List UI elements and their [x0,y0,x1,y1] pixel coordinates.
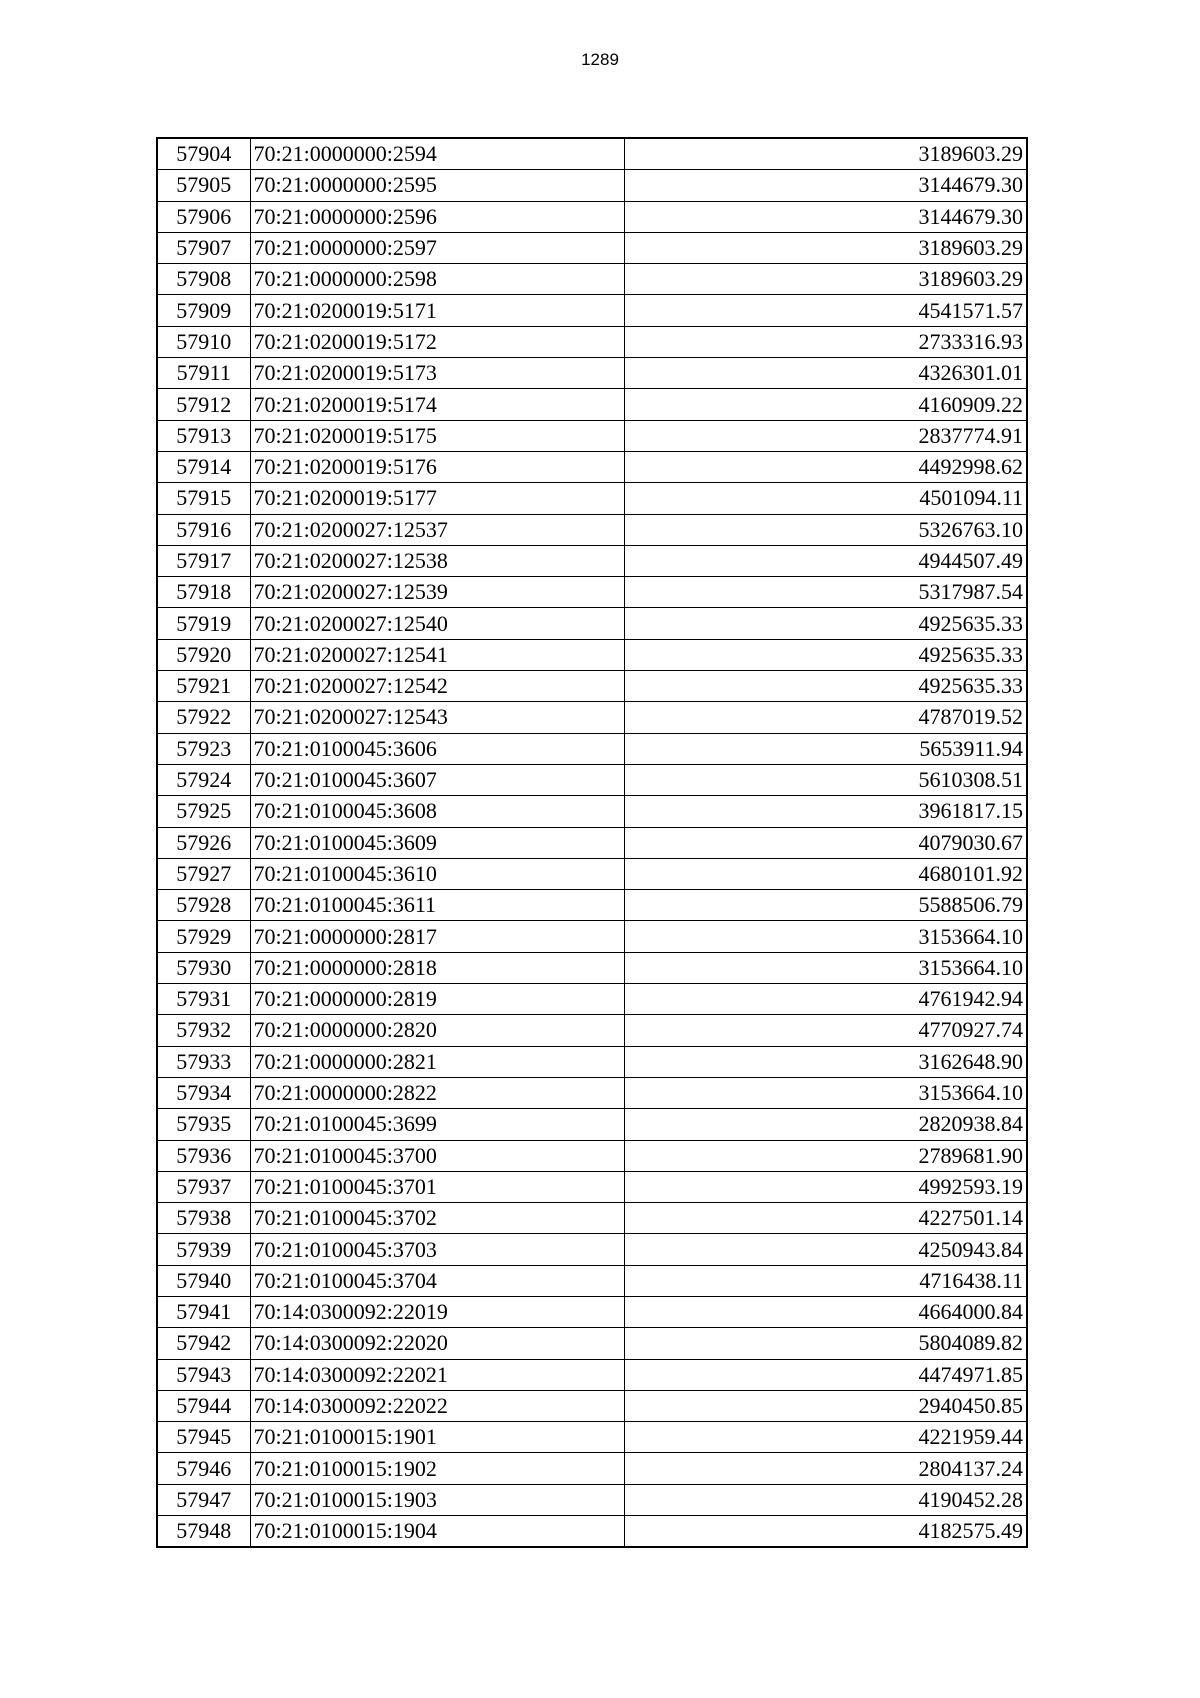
cadastral-number-cell: 70:21:0000000:2822 [250,1077,624,1108]
table-row [157,201,1027,232]
table-row [157,170,1027,201]
cadastral-value-cell: 4664000.84 [624,1296,1027,1327]
cadastral-number-cell: 70:14:0300092:22020 [250,1328,624,1359]
cadastral-value-cell: 5804089.82 [624,1328,1027,1359]
cadastral-number-cell: 70:21:0100045:3610 [250,858,624,889]
row-number-cell: 57927 [157,858,250,889]
row-number-cell: 57909 [157,295,250,326]
row-number-cell: 57935 [157,1109,250,1140]
table-row [157,858,1027,889]
cadastral-number-cell: 70:21:0200019:5171 [250,295,624,326]
cadastral-number-cell: 70:21:0000000:2818 [250,952,624,983]
cadastral-number-cell: 70:14:0300092:22019 [250,1296,624,1327]
cadastral-number-cell: 70:21:0000000:2820 [250,1015,624,1046]
cadastral-value-cell: 5588506.79 [624,890,1027,921]
table-row [157,764,1027,795]
cadastral-number-cell: 70:21:0100015:1904 [250,1516,624,1548]
table-row [157,1203,1027,1234]
table-row [157,1077,1027,1108]
row-number-cell: 57932 [157,1015,250,1046]
cadastral-value-cell: 4492998.62 [624,451,1027,482]
table-row [157,326,1027,357]
table-row [157,420,1027,451]
table-row [157,545,1027,576]
cadastral-number-cell: 70:21:0100045:3701 [250,1171,624,1202]
cadastral-value-cell: 3189603.29 [624,264,1027,295]
row-number-cell: 57945 [157,1422,250,1453]
table-row [157,295,1027,326]
cadastral-value-cell: 4474971.85 [624,1359,1027,1390]
table-row [157,1390,1027,1421]
cadastral-value-cell: 4227501.14 [624,1203,1027,1234]
cadastral-value-cell: 4250943.84 [624,1234,1027,1265]
row-number-cell: 57907 [157,232,250,263]
cadastral-value-cell: 3153664.10 [624,1077,1027,1108]
cadastral-number-cell: 70:21:0000000:2598 [250,264,624,295]
cadastral-value-cell: 4680101.92 [624,858,1027,889]
cadastral-number-cell: 70:21:0000000:2595 [250,170,624,201]
cadastral-number-cell: 70:14:0300092:22022 [250,1390,624,1421]
row-number-cell: 57925 [157,796,250,827]
cadastral-number-cell: 70:21:0200027:12541 [250,639,624,670]
cadastral-number-cell: 70:21:0200019:5172 [250,326,624,357]
cadastral-value-cell: 4160909.22 [624,389,1027,420]
table-row [157,1109,1027,1140]
table-row [157,702,1027,733]
cadastral-value-cell: 3162648.90 [624,1046,1027,1077]
cadastral-number-cell: 70:21:0200019:5174 [250,389,624,420]
table-row [157,921,1027,952]
cadastral-value-cell: 2789681.90 [624,1140,1027,1171]
cadastral-value-cell: 4716438.11 [624,1265,1027,1296]
cadastral-number-cell: 70:21:0000000:2594 [250,138,624,170]
row-number-cell: 57924 [157,764,250,795]
table-row [157,1140,1027,1171]
cadastral-value-cell: 3153664.10 [624,952,1027,983]
row-number-cell: 57930 [157,952,250,983]
row-number-cell: 57921 [157,671,250,702]
cadastral-number-cell: 70:21:0100045:3606 [250,733,624,764]
table-body [157,138,1027,1547]
cadastral-value-cell: 4787019.52 [624,702,1027,733]
table-row [157,827,1027,858]
page-number: 1289 [581,50,619,69]
cadastral-number-cell: 70:21:0100015:1903 [250,1484,624,1515]
table-row [157,451,1027,482]
table-row [157,1265,1027,1296]
cadastral-number-cell: 70:21:0100045:3607 [250,764,624,795]
cadastral-number-cell: 70:21:0200027:12538 [250,545,624,576]
table-row [157,1171,1027,1202]
row-number-cell: 57911 [157,358,250,389]
cadastral-value-cell: 4770927.74 [624,1015,1027,1046]
row-number-cell: 57941 [157,1296,250,1327]
table-row [157,1422,1027,1453]
cadastral-value-cell: 5317987.54 [624,577,1027,608]
row-number-cell: 57943 [157,1359,250,1390]
row-number-cell: 57905 [157,170,250,201]
table-row [157,358,1027,389]
row-number-cell: 57912 [157,389,250,420]
cadastral-number-cell: 70:21:0200019:5175 [250,420,624,451]
cadastral-value-cell: 5326763.10 [624,514,1027,545]
cadastral-number-cell: 70:21:0000000:2817 [250,921,624,952]
cadastral-number-cell: 70:21:0100045:3700 [250,1140,624,1171]
table-row [157,733,1027,764]
cadastral-value-cell: 2940450.85 [624,1390,1027,1421]
row-number-cell: 57913 [157,420,250,451]
table-row [157,1484,1027,1515]
cadastral-value-cell: 3153664.10 [624,921,1027,952]
row-number-cell: 57920 [157,639,250,670]
cadastral-number-cell: 70:21:0100045:3704 [250,1265,624,1296]
row-number-cell: 57942 [157,1328,250,1359]
table-row [157,1516,1027,1548]
cadastral-value-cell: 4221959.44 [624,1422,1027,1453]
row-number-cell: 57904 [157,138,250,170]
row-number-cell: 57919 [157,608,250,639]
row-number-cell: 57948 [157,1516,250,1548]
row-number-cell: 57926 [157,827,250,858]
cadastral-value-cell: 3144679.30 [624,170,1027,201]
row-number-cell: 57934 [157,1077,250,1108]
table-row [157,1234,1027,1265]
cadastral-number-cell: 70:21:0200027:12539 [250,577,624,608]
table-row [157,389,1027,420]
row-number-cell: 57936 [157,1140,250,1171]
cadastral-value-cell: 4925635.33 [624,639,1027,670]
row-number-cell: 57906 [157,201,250,232]
table-row [157,984,1027,1015]
cadastral-value-cell: 2804137.24 [624,1453,1027,1484]
cadastral-number-cell: 70:21:0100045:3702 [250,1203,624,1234]
cadastral-number-cell: 70:21:0200019:5173 [250,358,624,389]
row-number-cell: 57929 [157,921,250,952]
row-number-cell: 57916 [157,514,250,545]
cadastral-number-cell: 70:21:0200027:12540 [250,608,624,639]
table-row [157,232,1027,263]
row-number-cell: 57933 [157,1046,250,1077]
table-row [157,483,1027,514]
row-number-cell: 57915 [157,483,250,514]
table-row [157,1296,1027,1327]
cadastral-value-cell: 3144679.30 [624,201,1027,232]
table-row [157,1015,1027,1046]
row-number-cell: 57918 [157,577,250,608]
row-number-cell: 57931 [157,984,250,1015]
table-row [157,577,1027,608]
cadastral-value-cell: 5610308.51 [624,764,1027,795]
cadastral-number-cell: 70:21:0000000:2596 [250,201,624,232]
cadastral-number-cell: 70:21:0200027:12542 [250,671,624,702]
row-number-cell: 57938 [157,1203,250,1234]
cadastral-number-cell: 70:21:0200019:5176 [250,451,624,482]
cadastral-number-cell: 70:21:0000000:2819 [250,984,624,1015]
cadastral-number-cell: 70:21:0000000:2821 [250,1046,624,1077]
cadastral-value-cell: 4541571.57 [624,295,1027,326]
cadastral-value-cell: 2837774.91 [624,420,1027,451]
table-row [157,639,1027,670]
cadastral-value-cell: 4925635.33 [624,608,1027,639]
table-row [157,1328,1027,1359]
table-row [157,1046,1027,1077]
cadastral-value-cell: 2820938.84 [624,1109,1027,1140]
table-row [157,514,1027,545]
row-number-cell: 57940 [157,1265,250,1296]
row-number-cell: 57908 [157,264,250,295]
cadastral-number-cell: 70:21:0200027:12543 [250,702,624,733]
table-row [157,671,1027,702]
cadastral-value-cell: 4501094.11 [624,483,1027,514]
cadastral-value-cell: 3189603.29 [624,232,1027,263]
cadastral-value-cell: 4925635.33 [624,671,1027,702]
table-row [157,796,1027,827]
cadastral-value-cell: 4944507.49 [624,545,1027,576]
row-number-cell: 57937 [157,1171,250,1202]
row-number-cell: 57939 [157,1234,250,1265]
cadastral-number-cell: 70:21:0100045:3703 [250,1234,624,1265]
cadastral-number-cell: 70:21:0100045:3609 [250,827,624,858]
row-number-cell: 57917 [157,545,250,576]
row-number-cell: 57947 [157,1484,250,1515]
cadastral-value-cell: 4326301.01 [624,358,1027,389]
row-number-cell: 57946 [157,1453,250,1484]
cadastral-number-cell: 70:21:0100045:3611 [250,890,624,921]
cadastral-number-cell: 70:14:0300092:22021 [250,1359,624,1390]
table-row [157,890,1027,921]
cadastral-value-table [156,137,1028,1548]
row-number-cell: 57928 [157,890,250,921]
cadastral-value-cell: 4761942.94 [624,984,1027,1015]
cadastral-number-cell: 70:21:0000000:2597 [250,232,624,263]
cadastral-value-cell: 2733316.93 [624,326,1027,357]
table-row [157,952,1027,983]
cadastral-value-cell: 4079030.67 [624,827,1027,858]
cadastral-value-cell: 4992593.19 [624,1171,1027,1202]
row-number-cell: 57910 [157,326,250,357]
row-number-cell: 57922 [157,702,250,733]
cadastral-value-cell: 4190452.28 [624,1484,1027,1515]
cadastral-number-cell: 70:21:0100045:3608 [250,796,624,827]
cadastral-value-cell: 3961817.15 [624,796,1027,827]
cadastral-value-cell: 4182575.49 [624,1516,1027,1548]
row-number-cell: 57944 [157,1390,250,1421]
cadastral-number-cell: 70:21:0100045:3699 [250,1109,624,1140]
table-row [157,1359,1027,1390]
cadastral-number-cell: 70:21:0100015:1902 [250,1453,624,1484]
table-row [157,138,1027,170]
cadastral-number-cell: 70:21:0200027:12537 [250,514,624,545]
table-row [157,264,1027,295]
cadastral-number-cell: 70:21:0100015:1901 [250,1422,624,1453]
table-row [157,1453,1027,1484]
cadastral-number-cell: 70:21:0200019:5177 [250,483,624,514]
row-number-cell: 57923 [157,733,250,764]
row-number-cell: 57914 [157,451,250,482]
cadastral-value-cell: 3189603.29 [624,138,1027,170]
cadastral-value-cell: 5653911.94 [624,733,1027,764]
table-row [157,608,1027,639]
